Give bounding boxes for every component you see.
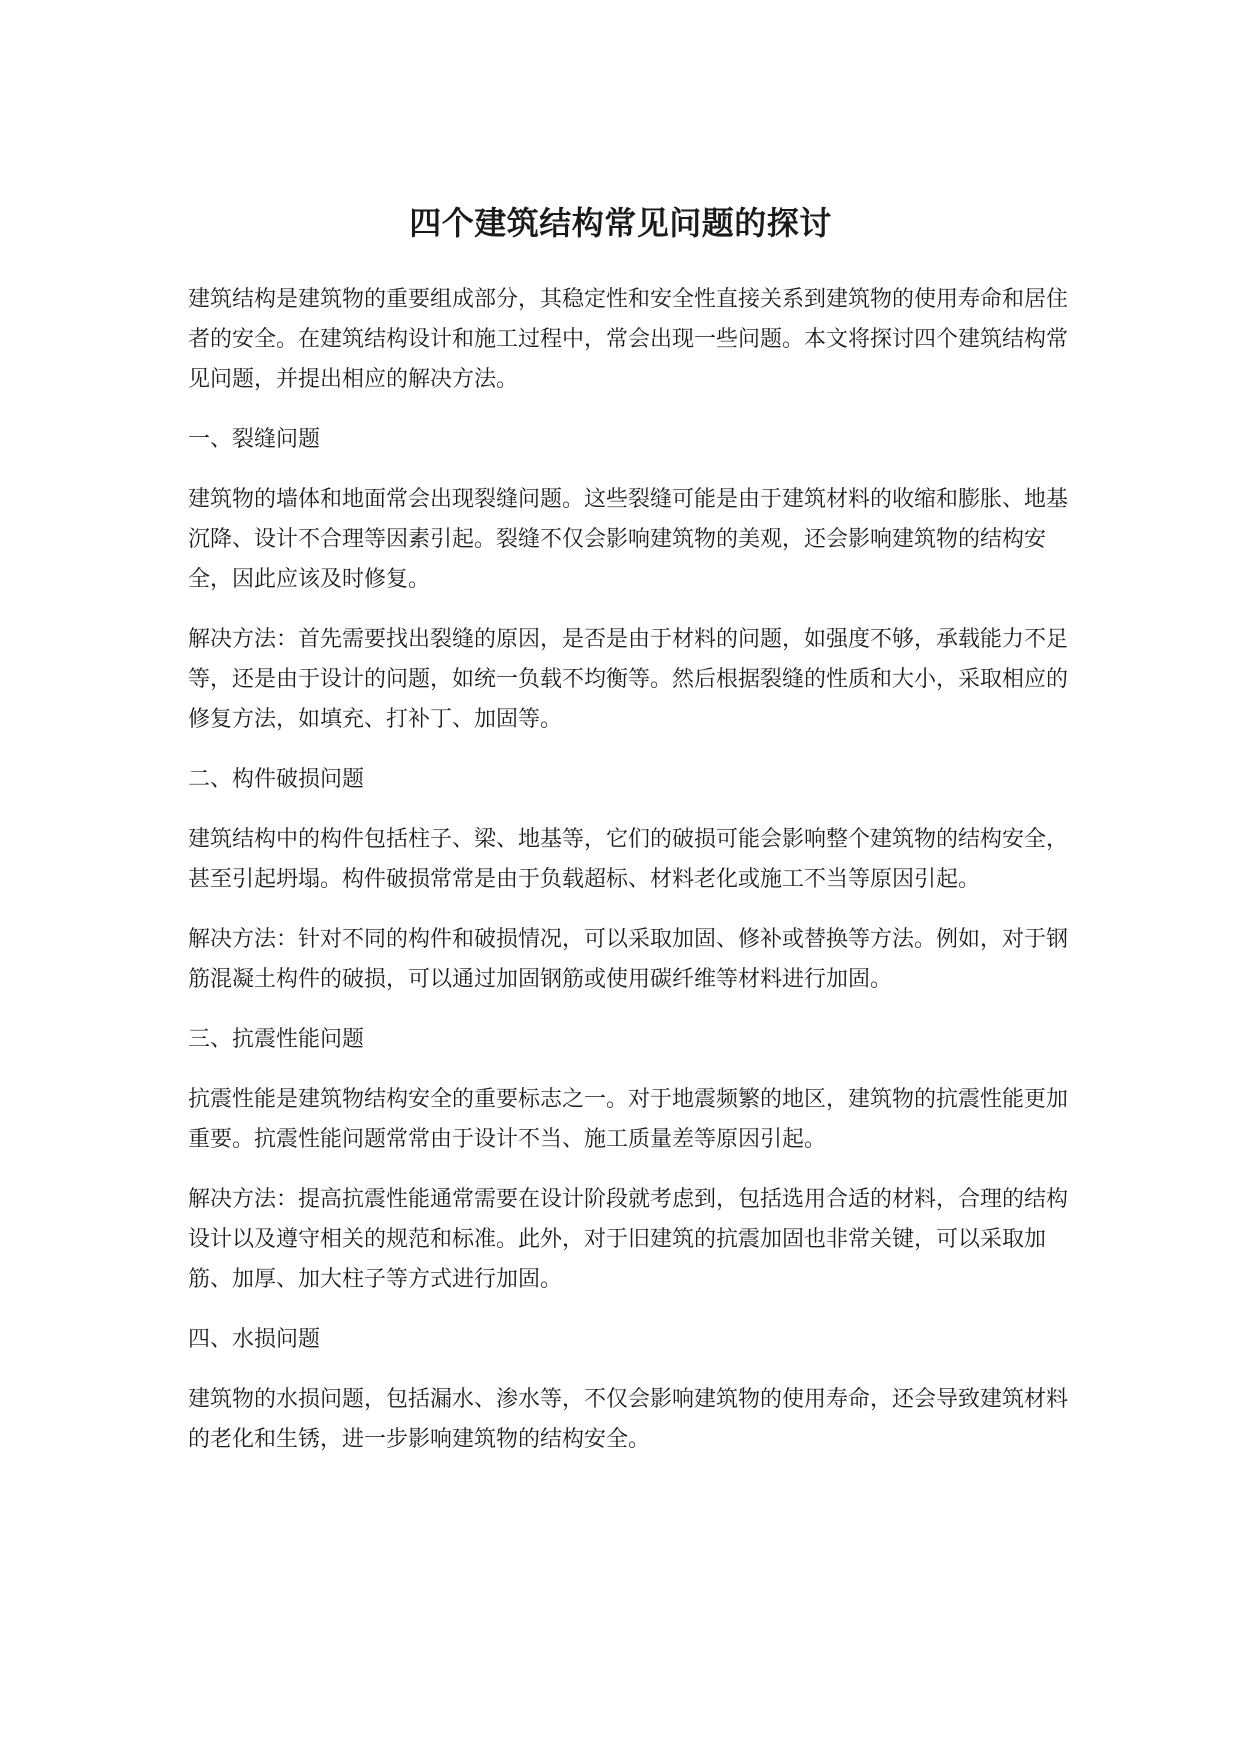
section-heading: 二、构件破损问题 <box>188 767 365 792</box>
solution-paragraph: 解决方法：提高抗震性能通常需要在设计阶段就考虑到，包括选用合适的材料，合理的结构设计以及遵守相关的规范和标准。此外，对于旧建筑的抗震加固也非常关键，可以采取加筋、加厚、加大柱子等方式进行加固。 <box>188 1187 1069 1292</box>
section-water-damage <box>188 1320 1068 1460</box>
section-heading: 四、水损问题 <box>188 1327 321 1352</box>
document-body <box>188 280 1068 1480</box>
section-heading: 一、裂缝问题 <box>188 427 321 452</box>
solution-paragraph: 解决方法：首先需要找出裂缝的原因，是否是由于材料的问题，如强度不够，承载能力不足等，还是由于设计的问题，如统一负载不均衡等。然后根据裂缝的性质和大小，采取相应的修复方法，如填充、打补丁、加固等。 <box>188 627 1069 732</box>
section-cracks <box>188 420 1068 740</box>
document-title: 四个建筑结构常见问题的探讨 <box>409 204 832 243</box>
section-paragraph: 建筑结构中的构件包括柱子、梁、地基等，它们的破损可能会影响整个建筑物的结构安全，甚至引起坍塌。构件破损常常是由于负载超标、材料老化或施工不当等原因引起。 <box>188 827 1069 892</box>
section-paragraph: 建筑物的墙体和地面常会出现裂缝问题。这些裂缝可能是由于建筑材料的收缩和膨胀、地基沉降、设计不合理等因素引起。裂缝不仅会影响建筑物的美观，还会影响建筑物的结构安全，因此应该及时修复。 <box>188 487 1069 592</box>
section-paragraph: 抗震性能是建筑物结构安全的重要标志之一。对于地震频繁的地区，建筑物的抗震性能更加重要。抗震性能问题常常由于设计不当、施工质量差等原因引起。 <box>188 1087 1069 1152</box>
section-heading: 三、抗震性能问题 <box>188 1027 365 1052</box>
section-paragraph: 建筑物的水损问题，包括漏水、渗水等，不仅会影响建筑物的使用寿命，还会导致建筑材料的老化和生锈，进一步影响建筑物的结构安全。 <box>188 1387 1069 1452</box>
section-seismic <box>188 1020 1068 1300</box>
section-component-damage <box>188 760 1068 1000</box>
solution-paragraph: 解决方法：针对不同的构件和破损情况，可以采取加固、修补或替换等方法。例如，对于钢筋混凝土构件的破损，可以通过加固钢筋或使用碳纤维等材料进行加固。 <box>188 927 1069 992</box>
intro-paragraph: 建筑结构是建筑物的重要组成部分，其稳定性和安全性直接关系到建筑物的使用寿命和居住者的安全。在建筑结构设计和施工过程中，常会出现一些问题。本文将探讨四个建筑结构常见问题，并提出相应的解决方法。 <box>188 287 1069 392</box>
